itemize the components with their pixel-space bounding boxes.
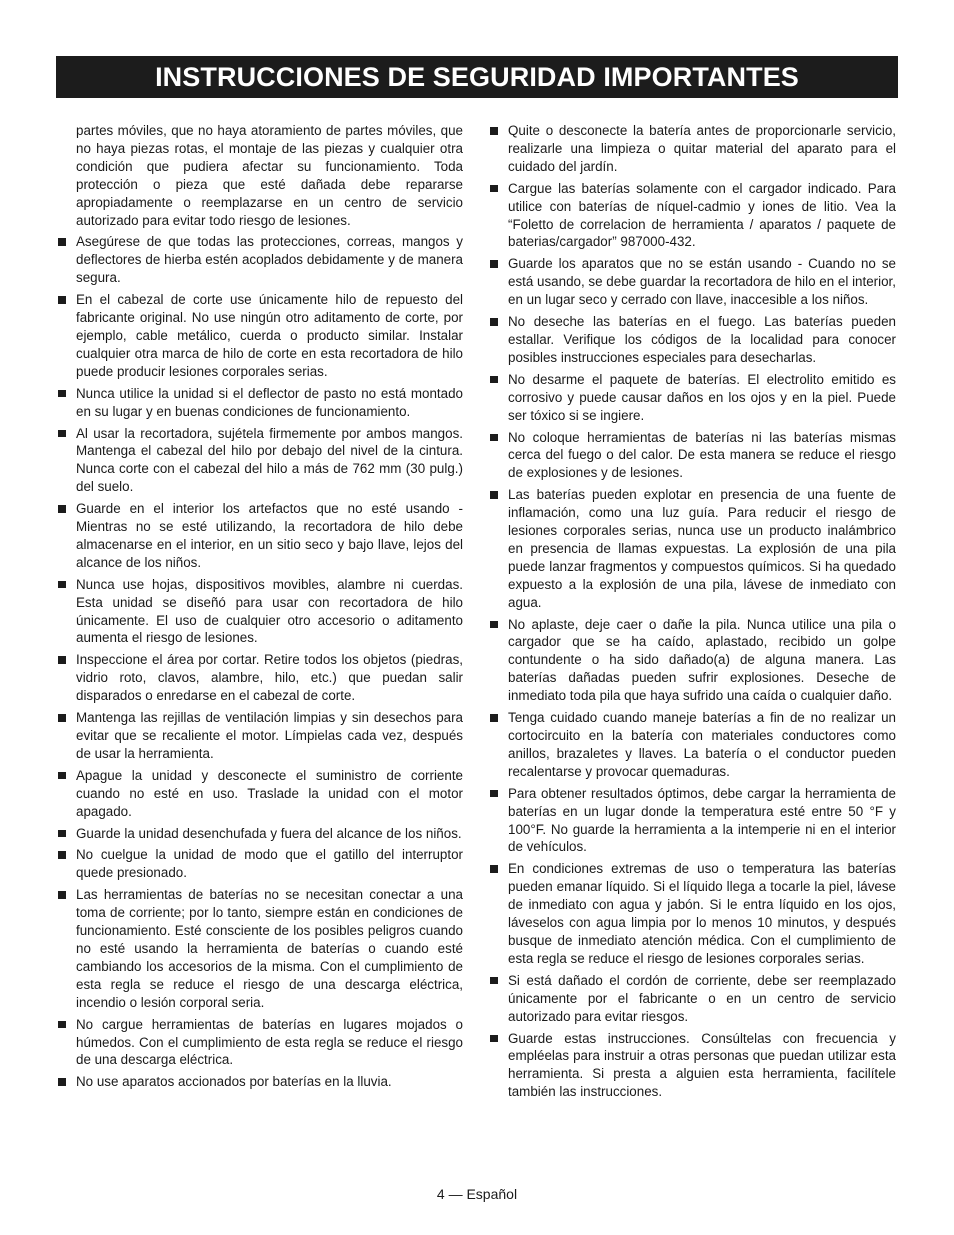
list-item-text: Guarde la unidad desenchufada y fuera del alcance de los niños.: [76, 825, 462, 841]
list-item: [58, 1016, 463, 1070]
list-item-text: Cargue las baterías solamente con el cargador indicado. Para utilice con baterías de níquel-cadmio y iones de litio. Vea la “Foletto de correlacion de herramienta / aparatos / paquete de baterias/cargador” 987000-432.: [508, 180, 896, 250]
list-item: [490, 860, 896, 967]
list-item: [490, 180, 896, 252]
list-item-text: Las herramientas de baterías no se necesitan conectar a una toma de corriente; por lo tanto, siempre están en condiciones de funcionamiento. Esté consciente de los posibles peligros cuando no esté usando la herramienta de baterías o cuando esté cambiando los accesorios de la misma. Con el cumplimiento de esta regla se reduce el riesgo de una descarga eléctrica, incendio o lesión corporal seria.: [76, 887, 463, 1010]
bullet-icon: [58, 296, 66, 304]
list-item-text: En condiciones extremas de uso o temperatura las baterías pueden emanar líquido. Si el líquido llega a tocarle la piel, lávese de inmediato con agua y jabón. Si le entra líquido en los ojos, láveselos con agua limpia por lo menos 10 minutos, y después busque de inmediato atención médica. Con el cumplimiento de esta regla se reduce el riesgo de lesiones corporales serias.: [508, 861, 896, 966]
list-item: [490, 371, 896, 425]
list-item: [58, 500, 463, 572]
bullet-icon: [58, 1021, 66, 1029]
bullet-icon: [490, 185, 498, 193]
list-item: [58, 886, 463, 1011]
list-item-text: No desarme el paquete de baterías. El electrolito emitido es corrosivo y puede causar daños en los ojos y en la piel. Puede ser tóxico si se ingiere.: [508, 371, 896, 423]
bullet-icon: [490, 260, 498, 268]
bullet-icon: [58, 505, 66, 513]
list-item: [58, 233, 463, 287]
list-item-text: No coloque herramientas de baterías ni las baterías mismas cerca del fuego o del calor. De esta manera se reduce el riesgo de explosiones y de lesiones.: [508, 429, 896, 481]
list-item-text: Apague la unidad y desconecte el suministro de corriente cuando no esté en uso. Traslade la unidad con el motor apagado.: [76, 767, 463, 819]
list-item: [490, 313, 896, 367]
bullet-icon: [490, 434, 498, 442]
list-item-text: Guarde en el interior los artefactos que no esté usando - Mientras no se esté utilizando, la recortadora de hilo debe almacenarse en el interior, en un sitio seco y bajo llave, lejos del alcance de los niños.: [76, 501, 463, 570]
bullet-icon: [58, 714, 66, 722]
bullet-icon: [490, 127, 498, 135]
list-item-text: No use aparatos accionados por baterías en la lluvia.: [76, 1074, 392, 1090]
list-item-text: Guarde los aparatos que no se están usando - Cuando no se está usando, se debe guardar la recortadora de hilo en el interior, en un lugar seco y cerrado con llave, inaccesible a los niños.: [508, 256, 896, 308]
bullet-icon: [58, 581, 66, 589]
list-item: [490, 1030, 896, 1102]
bullet-icon: [58, 1078, 66, 1086]
list-item: [58, 709, 463, 763]
bullet-icon: [490, 865, 498, 873]
bullet-icon: [490, 790, 498, 798]
list-item: [58, 767, 463, 821]
list-item-text: No cargue herramientas de baterías en lugares mojados o húmedos. Con el cumplimiento de esta regla se reduce el riesgo de una descarga eléctrica.: [76, 1016, 463, 1068]
list-item-text: Inspeccione el área por cortar. Retire todos los objetos (piedras, vidrio roto, clavos, alambre, hilo, etc.) que puedan salir disparados o enredarse en el cabezal de corte.: [76, 652, 463, 704]
list-item-text: Quite o desconecte la batería antes de proporcionarle servicio, realizarle una limpieza o quitar material del aparato para el cuidado del jardín.: [508, 123, 896, 174]
bullet-icon: [490, 977, 498, 985]
list-item-text: Tenga cuidado cuando maneje baterías a fin de no realizar un cortocircuito en la batería con materiales conductores como anillos, brazaletes y llaves. La batería o el conductor pueden recalentarse y provocar quemaduras.: [508, 710, 896, 779]
list-item-text: Nunca utilice la unidad si el deflector de pasto no está montado en su lugar y en buenas condiciones de funcionamiento.: [76, 385, 463, 419]
page-title: INSTRUCCIONES DE SEGURIDAD IMPORTANTES: [155, 61, 799, 92]
bullet-icon: [58, 891, 66, 899]
list-item: [490, 429, 896, 483]
list-item-text: No cuelgue la unidad de modo que el gatillo del interruptor quede presionado.: [76, 847, 463, 881]
list-item-text: No aplaste, deje caer o dañe la pila. Nunca utilice una pila o cargador que se ha caído, aplastado, recibido un golpe contundente o ha sido dañado(a) de alguna manera. Las baterías dañadas pueden sufrir explosiones. Deseche de inmediato toda pila que haya sufrido una caída o cualquier daño.: [508, 616, 896, 704]
list-item-text: No deseche las baterías en el fuego. Las baterías pueden estallar. Verifique los códigos de la localidad para conocer posibles instrucciones especiales para desecharlas.: [508, 314, 896, 365]
list-item-text: Guarde estas instrucciones. Consúltelas con frecuencia y empléelas para instruir a otras personas que puedan utilizar esta herramienta. Si presta a alguien esta herramienta, facilítele también las instrucciones.: [508, 1030, 896, 1100]
bullet-icon: [58, 772, 66, 780]
bullet-icon: [58, 390, 66, 398]
page-footer: 4 — Español: [436, 1186, 518, 1202]
list-item-text: Al usar la recortadora, sujétela firmemente por ambos mangos. Mantenga el cabezal del hilo por debajo del nivel de la cintura. Nunca corte con el cabezal del hilo a más de 762 mm (30 pulg.) del suelo.: [76, 425, 463, 495]
list-item: [58, 576, 463, 648]
bullet-icon: [58, 238, 66, 246]
list-item-text: En el cabezal de corte use únicamente hilo de repuesto del fabricante original. No use ningún otro aditamento de corte, por ejemplo, cable metálico, cuerda o producto similar. Instalar cualquier otra marca de hilo de corte en esta recortadora de hilo puede producir lesiones corporales serias.: [76, 292, 463, 379]
list-item: [58, 425, 463, 497]
list-item: [490, 972, 896, 1026]
bullet-icon: [490, 318, 498, 326]
list-item-text: Para obtener resultados óptimos, debe cargar la herramienta de baterías en un lugar donde la temperatura esté entre 50 °F y 100°F. No guarde la herramienta a la intemperie ni en el interior de vehículos.: [508, 785, 896, 855]
list-item-text: Si está dañado el cordón de corriente, debe ser reemplazado únicamente por el fabricante o en un centro de servicio autorizado para evitar riesgos.: [508, 972, 896, 1024]
bullet-icon: [58, 656, 66, 664]
list-item-text: Asegúrese de que todas las protecciones, correas, mangos y deflectores de hierba estén acoplados debidamente y de manera segura.: [76, 234, 463, 286]
bullet-icon: [490, 376, 498, 384]
continuation-paragraph: partes móviles, que no haya atoramiento de partes móviles, que no haya piezas rotas, el montaje de las piezas y cualquier otra condición que pudiera afectar su funcionamiento. Toda protección o pieza que esté dañada debe repararse apropiadamente o reemplazarse en un centro de servicio autorizado para evitar todo riesgo de lesiones.: [76, 123, 463, 228]
list-item: [490, 709, 896, 781]
list-item: [58, 651, 463, 705]
list-item: [490, 255, 896, 309]
list-item: [490, 785, 896, 857]
bullet-icon: [490, 491, 498, 499]
list-item: [490, 616, 896, 706]
list-item: [58, 385, 463, 421]
right-column: [490, 122, 896, 1105]
list-item: [58, 846, 463, 882]
list-item: [58, 291, 463, 381]
list-item: [58, 1073, 463, 1091]
bullet-icon: [58, 851, 66, 859]
list-item-text: Las baterías pueden explotar en presencia de una fuente de inflamación, como una luz guía. Para reducir el riesgo de lesiones corporales serias, nunca use un producto inalámbrico en presencia de llamas expuestas. La explosión de una pila puede lanzar fragmentos y compuestos químicos. Si ha quedado expuesto a la explosión de una pila, lávese de inmediato con agua.: [508, 487, 896, 610]
bullet-icon: [490, 714, 498, 722]
list-item: [58, 825, 463, 843]
bullet-icon: [490, 621, 498, 629]
list-item: [490, 122, 896, 176]
list-item-text: Nunca use hojas, dispositivos movibles, alambre ni cuerdas. Esta unidad se diseñó para usar con recortadora de hilo únicamente. El uso de cualquier otro accesorio o aditamento aumenta el riesgo de lesiones.: [76, 576, 463, 646]
list-item: [490, 486, 896, 611]
bullet-icon: [490, 1035, 498, 1043]
left-column: [58, 122, 463, 1095]
bullet-icon: [58, 830, 66, 838]
bullet-icon: [58, 430, 66, 438]
list-item-text: Mantenga las rejillas de ventilación limpias y sin desechos para evitar que se recaliente el motor. Límpielas cada vez, después de usar la herramienta.: [76, 710, 463, 761]
header-bar: [56, 56, 898, 98]
